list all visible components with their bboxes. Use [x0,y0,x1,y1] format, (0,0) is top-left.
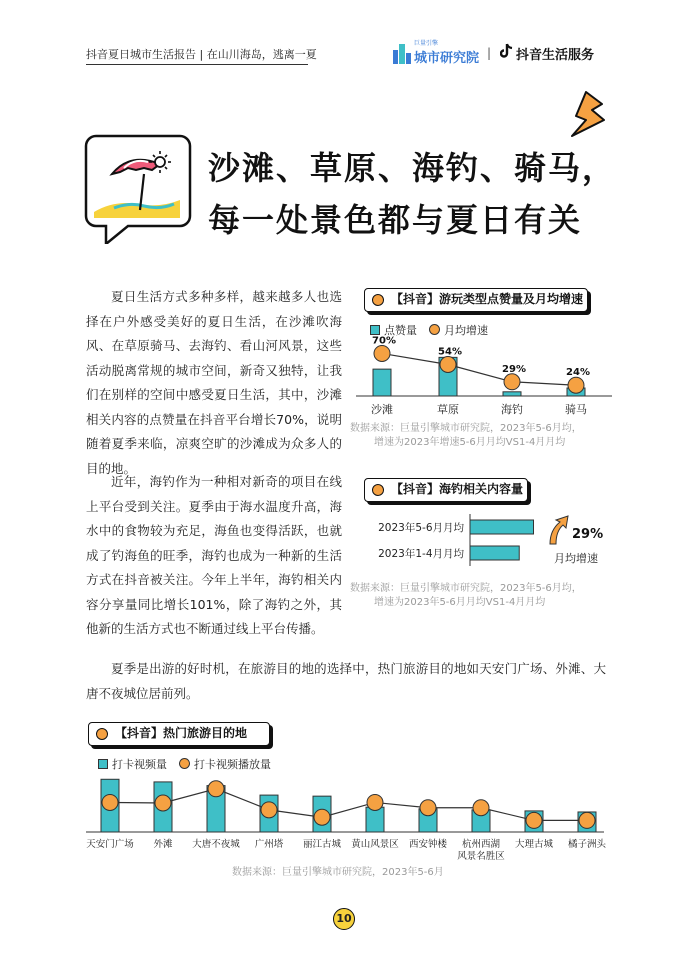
brand-separator: | [487,46,492,60]
chart1-source-note-2: 增速为2023年增速5-6月月均VS1-4月月均 [374,437,566,448]
chart1-growth-label: 24% [566,367,590,379]
chart3-category-label: 风景名胜区 [457,851,505,862]
chart1-category-label: 沙滩 [371,403,393,416]
chart1-growth-point [504,374,520,390]
chart1-growth-point [440,357,456,373]
chart3-plays-point [155,795,171,811]
tag-dot-icon [372,294,384,306]
chart2-fishing-content [350,512,620,574]
chart1-title: 【抖音】游玩类型点赞量及月均增速 [391,292,584,306]
legend-dot-icon [429,324,440,335]
chart1-growth-label: 70% [372,336,396,347]
chart3-plays-point [208,781,224,797]
chart1-growth-label: 29% [502,363,526,375]
chart3-category-label: 黄山风景区 [351,839,399,850]
chart3-title-tag [88,722,270,746]
chart1-legend-bar: 点赞量 [384,324,417,337]
chart3-category-label: 大唐不夜城 [192,839,240,850]
chart2-category-label: 2023年5-6月月均 [378,522,464,534]
chart3-legend-bar: 打卡视频量 [112,758,167,771]
paragraph-destinations: 夏季是出游的好时机，在旅游目的地的选择中，热门旅游目的地如天安门广场、外滩、大唐不夜城位居前列。 [86,661,606,701]
chart2-title: 【抖音】海钓相关内容量 [391,482,524,496]
chart2-category-label: 2023年1-4月月均 [378,548,464,560]
chart2-source-note-1: 数据来源：巨量引擎城市研究院，2023年5-6月均， [350,583,582,594]
chart3-plays-point [473,800,489,816]
paragraph-sea-fishing: 近年，海钓作为一种相对新奇的项目在线上平台受到关注。夏季由于海水温度升高，海水中的食物较为充足，海鱼也变得活跃，也就成了钓海鱼的旺季，海钓也成为一种新的生活方式在抖音被关注。今年上半年，海钓相关内容分享量同比增长101%，除了海钓之外，其他新的生活方式也不断通过线上平台传播。 [86,474,342,636]
chart3-plays-point [526,812,542,828]
chart3-source-note: 数据来源：巨量引擎城市研究院，2023年5-6月 [232,867,444,878]
legend-square-icon [370,325,380,335]
chart1-growth-line [382,353,576,385]
chart2-growth-value: 29% [572,527,604,542]
chart1-play-type-likes [350,336,620,418]
chart3-legend-dot: 打卡视频播放量 [194,758,271,771]
chart3-plays-line [110,789,587,821]
chart2-growth-label: 月均增速 [554,552,598,565]
chart1-source-note-1: 数据来源：巨量引擎城市研究院，2023年5-6月均， [350,423,582,434]
chart3-category-label: 大理古城 [514,839,554,850]
chart3-category-label: 天安门广场 [86,839,134,850]
chart3-plays-point [314,809,330,825]
chart3-plays-point [579,812,595,828]
chart3-plays-point [261,802,277,818]
paragraph-beach-activities: 夏日生活方式多种多样，越来越多人也选择在户外感受美好的夏日生活，在沙滩吹海风、在草原骑马、去海钓、看山河风景，这些活动脱离常规的城市空间，新奇又独特，让我们在别样的空间中感受夏日生活，其中，沙滩相关内容的点赞量在抖音平台增长70%，说明随着夏季来临，凉爽空旷的沙滩成为众多人的目的地。 [86,289,342,476]
page-number: 10 [333,908,355,930]
brand-urban-institute [414,40,479,66]
chart1-growth-point [568,377,584,393]
header-underline [86,64,308,65]
chart2-bar [470,520,534,534]
hero-title-line-2: 每一处景色都与夏日有关 [208,201,583,239]
beach-umbrella-icon [84,134,194,244]
chart1-title-tag [364,288,588,312]
chart3-category-label: 橘子洲头 [567,839,607,850]
chart2-bar [470,546,519,560]
chart1-bar [503,392,521,396]
chart3-category-label: 广州塔 [254,839,284,850]
growth-arrow-icon [550,516,568,544]
chart3-plays-point [102,794,118,810]
chart1-category-label: 骑马 [565,403,587,416]
tag-dot-icon [96,728,108,740]
hero-title-line-1: 沙滩、草原、海钓、骑马， [208,149,617,187]
tag-dot-icon [372,484,384,496]
brand-main-text: 城市研究院 [414,51,480,66]
lightning-bolt-icon [560,90,606,138]
chart1-category-label: 海钓 [501,403,523,416]
chart3-category-label: 外滩 [153,839,173,850]
chart1-bar [373,369,391,396]
chart3-title: 【抖音】热门旅游目的地 [115,726,248,740]
city-buildings-icon [392,42,412,64]
chart3-category-label: 丽江古城 [302,839,342,850]
report-title: 抖音夏日城市生活报告 | 在山川海岛，逃离一夏 [86,48,317,61]
douyin-logo-icon [500,43,513,59]
chart1-legend-dot: 月均增速 [444,324,488,337]
chart2-source-note-2: 增速为2023年5-6月月均VS1-4月月均 [374,597,546,608]
chart3-plays-point [367,794,383,810]
chart3-plays-point [420,800,436,816]
chart1-growth-label: 54% [438,346,462,358]
chart1-growth-point [374,345,390,361]
brand-small-text: 巨量引擎 [414,40,439,47]
chart3-category-label: 西安钟楼 [408,839,448,850]
chart3-category-label: 杭州西湖 [461,839,501,850]
chart1-category-label: 草原 [437,403,459,416]
chart2-title-tag [364,478,528,502]
hero-title [208,142,616,246]
chart3-hot-destinations [84,768,608,864]
brand-douyin-life: 抖音生活服务 [516,48,595,63]
